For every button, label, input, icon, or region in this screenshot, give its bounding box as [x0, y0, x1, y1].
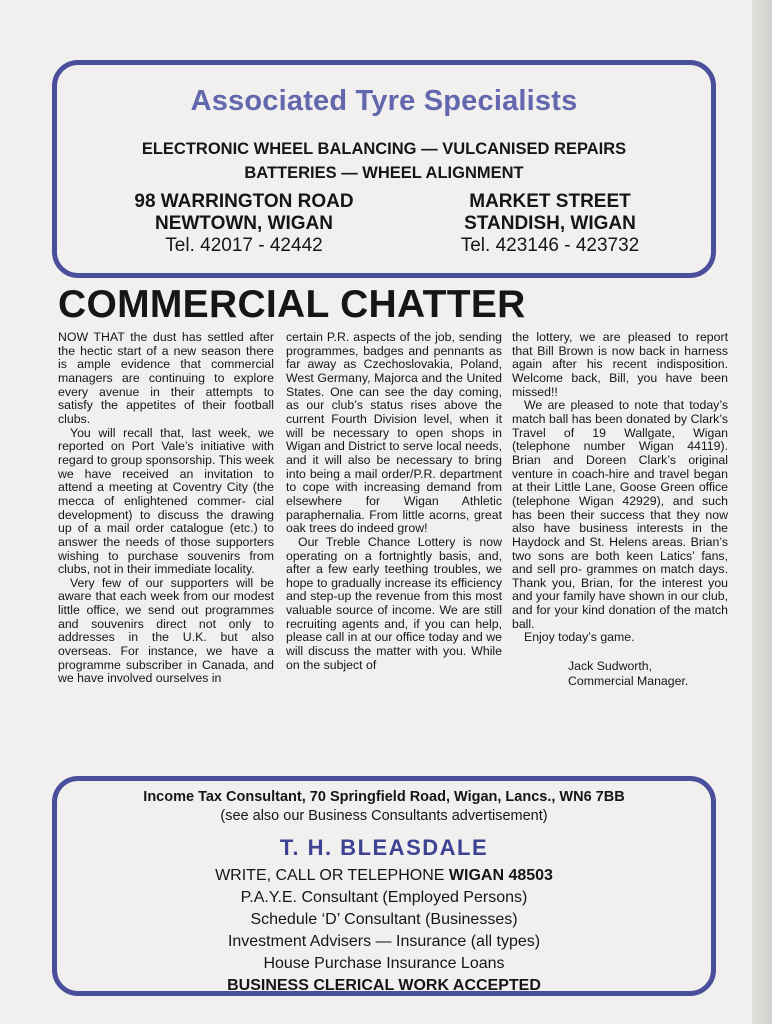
- col1-paragraph: Very few of our supporters will be aware that each week from our modest little office, we send out programmes and souvenirs direct not only to addresses in the U.K. but also overseas. For instance, we have a programme subscriber in Canada, and we have involved ourselves in: [58, 575, 274, 686]
- signature-title: Commercial Manager.: [568, 673, 689, 688]
- service-line: Investment Advisers — Insurance (all types): [227, 933, 541, 950]
- col2-paragraph: certain P.R. aspects of the job, sending programmes, badges and pennants as far away as Czechoslovakia, Poland, West Germany, Majorca and the United States. One can see the day coming, as our club’s status rises above the current Fourth Division level, when it will be necessary to open shops in Wigan and District to serve local needs, and it will also be necessary to bring into being a mail order/P.R. department to cope with increasing demand from elsewhere for Wigan Athletic paraphernalia. From little acorns, great oak trees do indeed grow!: [286, 330, 502, 536]
- article-column-2: [286, 331, 502, 672]
- standish-street: MARKET STREET: [469, 191, 631, 212]
- newtown-tel: Tel. 42017 - 42442: [165, 235, 323, 256]
- tyre-advert-box: [52, 60, 716, 278]
- col3-paragraph: We are pleased to note that today’s match ball has been donated by Clark’s Travel of 19 Wallgate, Wigan (telephone number Wigan 44119). Brian and Doreen Clark’s original venture in coach-hire and travel began at their Little Lane, Goose Green office (telephone Wigan 42929), and such has been their success that they now also have business interests in the Haydock and St. Helens areas. Brian’s two sons are both keen Latics’ fans, and sell pro- grammes on match days. Thank you, Brian, for the interest you and your family have shown in our club, and for your kind donation of the match ball.: [512, 398, 728, 631]
- signature: [512, 659, 728, 688]
- bleasdale-closing: BUSINESS CLERICAL WORK ACCEPTED: [227, 977, 541, 994]
- col1-paragraph: You will recall that, last week, we reported on Port Vale’s initiative with regard to group sponsorship. This week we have received an invitation to attend a meeting at Coventry City (the mecca of enlightened commer- cial development) to discuss the drawing up of a mail order catalogue (etc.) to answer the needs of those supporters wishing to purchase souvenirs from clubs, not in their immediate locality.: [58, 425, 274, 577]
- standish-address: [419, 191, 681, 257]
- bleasdale-contact: [57, 865, 711, 887]
- newtown-town: NEWTOWN, WIGAN: [154, 213, 333, 234]
- service-line: P.A.Y.E. Consultant (Employed Persons): [240, 889, 528, 906]
- bleasdale-services: [57, 865, 711, 997]
- tyre-services-line2: BATTERIES — WHEEL ALIGNMENT: [244, 164, 524, 182]
- newtown-address: [105, 191, 383, 257]
- col3-paragraph: the lottery, we are pleased to report that Bill Brown is now back in harness again after his recent indisposition. Welcome back, Bill, you have been missed!!: [512, 330, 728, 399]
- contact-prefix: WRITE, CALL OR TELEPHONE: [215, 867, 449, 884]
- signature-name: Jack Sudworth,: [568, 659, 653, 674]
- tyre-services-line1: ELECTRONIC WHEEL BALANCING — VULCANISED REPAIRS: [141, 140, 627, 158]
- article-column-3: [512, 331, 728, 688]
- standish-tel: Tel. 423146 - 423732: [460, 235, 640, 256]
- bleasdale-address: Income Tax Consultant, 70 Springfield Road, Wigan, Lancs., WN6 7BB: [143, 789, 625, 805]
- col1-paragraph: NOW THAT the dust has settled after the hectic start of a new season there is ample evidence that commercial managers are continuing to explore every avenue in their attempts to satisfy the appetites of their football clubs.: [58, 330, 274, 426]
- article-heading: COMMERCIAL CHATTER: [58, 283, 526, 326]
- service-line: House Purchase Insurance Loans: [263, 955, 505, 972]
- bleasdale-see-also: (see also our Business Consultants advertisement): [220, 808, 548, 824]
- col3-paragraph: Enjoy today’s game.: [524, 630, 635, 645]
- tyre-services: [57, 137, 711, 185]
- page-edge-shadow: [752, 0, 772, 1024]
- bleasdale-advert-box: [52, 776, 716, 996]
- contact-number: WIGAN 48503: [448, 867, 553, 884]
- standish-town: STANDISH, WIGAN: [464, 213, 636, 234]
- article-column-1: [58, 331, 274, 686]
- newtown-street: 98 WARRINGTON ROAD: [134, 191, 354, 212]
- col2-paragraph: Our Treble Chance Lottery is now operating on a fortnightly basis, and, after a few early teething troubles, we hope to gradually increase its efficiency and step-up the revenue from this most valuable source of income. We are still recruiting agents and, if you can help, please call in at our office today and we will discuss the matter with you. While on the subject of: [286, 534, 502, 672]
- tyre-advert-title: Associated Tyre Specialists: [190, 85, 578, 117]
- service-line: Schedule ‘D’ Consultant (Businesses): [250, 911, 518, 928]
- bleasdale-name: T. H. BLEASDALE: [279, 835, 489, 860]
